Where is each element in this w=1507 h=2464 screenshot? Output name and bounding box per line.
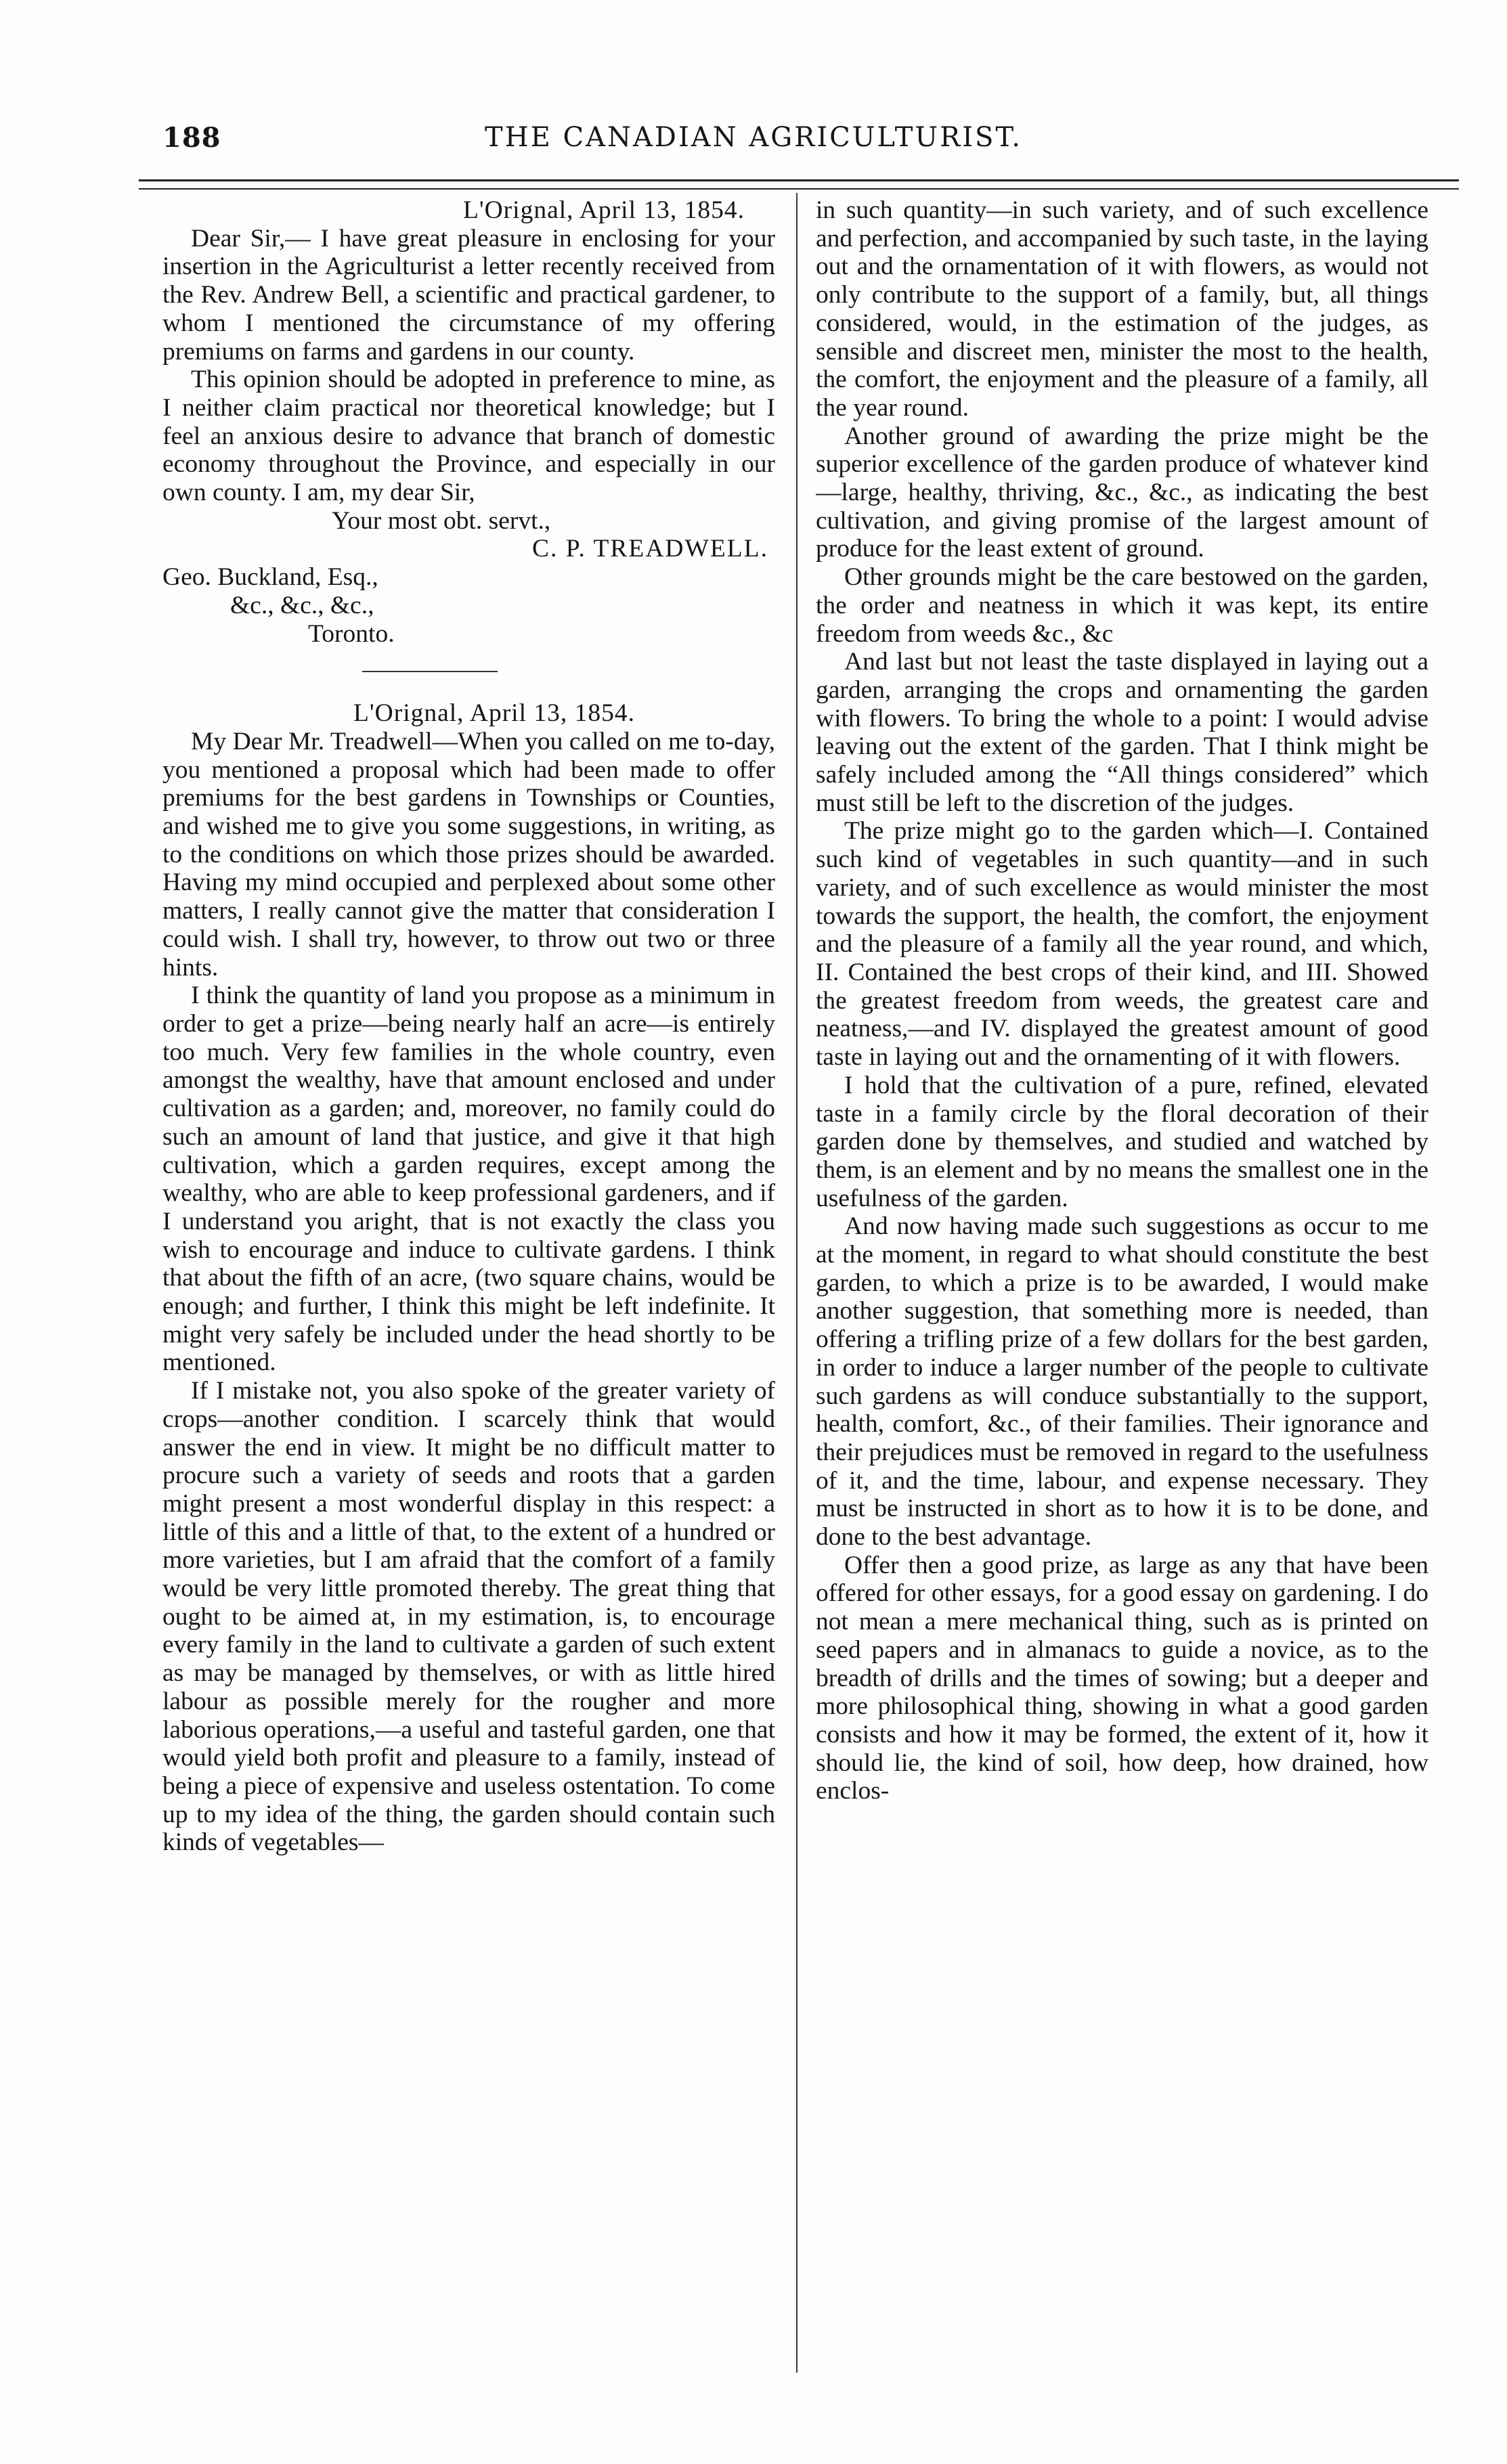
- running-title: THE CANADIAN AGRICULTURIST.: [485, 122, 1022, 153]
- letter-paragraph: Other grounds might be the care bestowed on the garden, the order and neatness in which it was kept, its entire freedom from weeds &c., &c: [816, 563, 1428, 648]
- address-line: Toronto.: [308, 619, 395, 648]
- letter-paragraph: My Dear Mr. Treadwell—When you called on me to-day, you mentioned a proposal which had been made to offer premiums for the best gardens in Townships or Counties, and wished me to give you some suggestions, in writing, as to the conditions on which those prizes should be awarded. Having my mind occupied and perplexed about some other matters, I really cannot give the matter that consideration I could wish. I shall try, however, to throw out two or three hints.: [162, 727, 775, 982]
- letter-paragraph: Dear Sir,— I have great pleasure in enclosing for your insertion in the Agriculturist a letter recently received from the Rev. Andrew Bell, a scientific and practical gardener, to whom I mentioned the circumstance of my offering premiums on farms and gardens in our county.: [162, 224, 775, 366]
- signature: C. P. TREADWELL.: [531, 535, 768, 563]
- letter-paragraph: And now having made such suggestions as occur to me at the moment, in regard to what should constitute the best garden, to which a prize is to be awarded, I would make another suggestion, that something more is needed, than offering a trifling prize of a few dollars for the best garden, in order to induce a larger number of the people to cultivate such gardens as will conduce substantially to the support, health, comfort, &c., of their families. Their ignorance and their prejudices must be removed in regard to the usefulness of it, and the time, labour, and expense necessary. They must be instructed in short as to how it is to be done, and done to the best advantage.: [816, 1212, 1428, 1552]
- page-number: 188: [162, 122, 221, 154]
- header-rule: [139, 179, 1459, 190]
- dateline: L'Orignal, April 13, 1854.: [462, 196, 745, 224]
- letter-paragraph: And last but not least the taste displayed in laying out a garden, arranging the crops and ornamenting the garden with flowers. To bring the whole to a point: I would advise leaving out the extent of the garden. That I think might be safely included among the “All things considered” which must still be left to the discretion of the judges.: [816, 648, 1428, 817]
- column-divider: [796, 193, 798, 2373]
- dateline: L'Orignal, April 13, 1854.: [353, 699, 636, 728]
- letter-paragraph: If I mistake not, you also spoke of the greater variety of crops—another condition. I scarcely think that would answer the end in view. It might be no difficult matter to procure such a variety of seeds and roots that a garden might present a most wonderful display in this respect: a little of this and a little of that, to the extent of a hundred or more varieties, but I am afraid that the comfort of a family would be very little promoted thereby. The great thing that ought to be aimed at, in my estimation, is, to encourage every family in the land to cultivate a garden of such extent as may be managed by themselves, or with as little hired labour as possible merely for the rougher and more laborious operations,—a useful and tasteful garden, one that would yield both profit and pleasure to a family, instead of being a piece of expensive and useless ostentation. To come up to my idea of the thing, the garden should contain such kinds of vegetables—: [162, 1377, 775, 1857]
- complimentary-close: Your most obt. servt.,: [332, 506, 551, 535]
- letter-paragraph: Offer then a good prize, as large as any that have been offered for other essays, for a good essay on gardening. I do not mean a mere mechanical thing, such as is printed on seed papers and in almanacs to guide a novice, as to the breadth of drills and the times of sowing; but a deeper and more philosophical thing, showing in what a good garden consists and how it may be formed, the extent of it, how it should lie, the kind of soil, how deep, how drained, how enclos-: [816, 1551, 1428, 1805]
- letter-paragraph: in such quantity—in such variety, and of such excellence and perfection, and accompanied by such taste, in the laying out and the ornamentation of it with flowers, as would not only contribute to the support of a family, but, all things considered, would, in the estimation of the judges, as sensible and discreet men, minister the most to the health, the comfort, the enjoyment and the pleasure of a family, all the year round.: [816, 196, 1428, 422]
- letter-paragraph: Another ground of awarding the prize might be the superior excellence of the garden produce of whatever kind—large, healthy, thriving, &c., &c., as indicating the best cultivation, and giving promise of the largest amount of produce for the least extent of ground.: [816, 422, 1428, 563]
- right-column: [816, 196, 1428, 2430]
- letter-paragraph: I think the quantity of land you propose as a minimum in order to get a prize—being nearly half an acre—is entirely too much. Very few families in the whole country, even amongst the wealthy, have that amount enclosed and under cultivation as a garden; and, moreover, no family could do such an amount of land that justice, and give it that high cultivation, which a garden requires, except among the wealthy, who are able to keep professional gardeners, and if I understand you aright, that is not exactly the class you wish to encourage and induce to cultivate gardens. I think that about the fifth of an acre, (two square chains, would be enough; and further, I think this might be left indefinite. It might very safely be included under the head shortly to be mentioned.: [162, 982, 775, 1377]
- address-line: Geo. Buckland, Esq.,: [162, 563, 378, 592]
- letter-paragraph: The prize might go to the garden which—I. Contained such kind of vegetables in such quantity—and in such variety, and of such excellence as would minister the most towards the support, the health, the comfort, the enjoyment and the pleasure of a family all the year round, and which, II. Contained the best crops of their kind, and III. Showed the greatest freedom from weeds, the greatest care and neatness,—and IV. displayed the greatest amount of good taste in laying out and the ornamenting of it with flowers.: [816, 817, 1428, 1072]
- letter-paragraph: This opinion should be adopted in preference to mine, as I neither claim practical nor theoretical knowledge; but I feel an anxious desire to advance that branch of domestic economy throughout the Province, and especially in our own county. I am, my dear Sir,: [162, 366, 775, 507]
- address-line: &c., &c., &c.,: [230, 591, 374, 619]
- page-header: [0, 115, 1507, 162]
- letter-paragraph: I hold that the cultivation of a pure, refined, elevated taste in a family circle by the floral decoration of their garden done by themselves, and studied and watched by them, is an element and by no means the smallest one in the usefulness of the garden.: [816, 1071, 1428, 1212]
- left-column: [162, 196, 775, 2430]
- section-rule: [362, 671, 498, 672]
